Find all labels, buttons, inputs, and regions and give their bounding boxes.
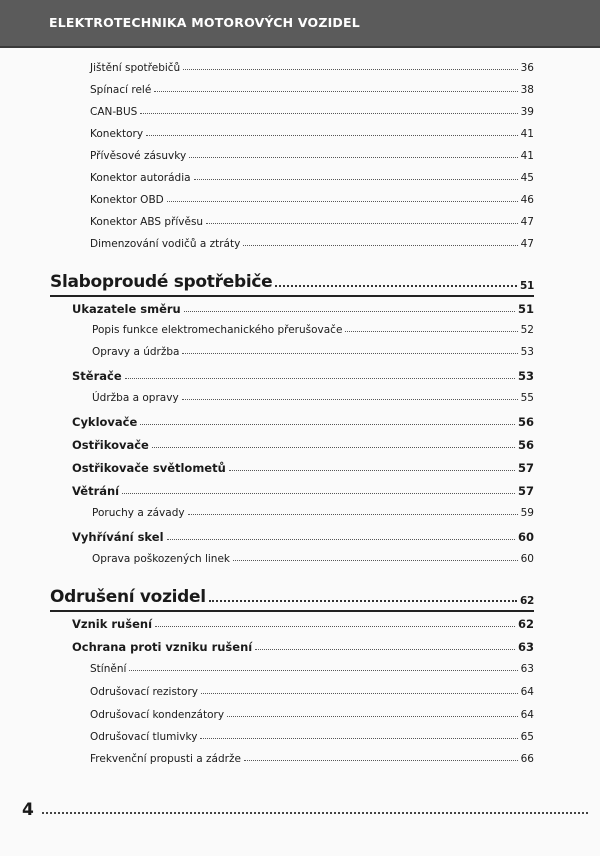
toc-section-label: Stěrače: [72, 369, 122, 383]
toc-section[interactable]: [72, 302, 534, 316]
toc-entry-label: Jištění spotřebičů: [90, 62, 181, 74]
toc-entry-page: 41: [520, 128, 534, 140]
toc-entry-label: Odrušovací rezistory: [90, 686, 198, 698]
toc-entry[interactable]: [92, 324, 534, 336]
toc-entry[interactable]: [90, 62, 534, 74]
toc-entry-label: Konektor autorádia: [90, 172, 191, 184]
toc-section[interactable]: [72, 461, 534, 475]
toc-section-page: 56: [517, 415, 534, 429]
toc-section-page: 57: [517, 484, 534, 498]
toc-entry-page: 66: [520, 753, 534, 765]
toc-section-page: 56: [517, 438, 534, 452]
toc-entry[interactable]: [90, 128, 534, 140]
toc-entry[interactable]: [92, 507, 534, 519]
toc-entry[interactable]: [90, 216, 534, 228]
toc-entry[interactable]: [90, 731, 534, 743]
toc-entry-page: 47: [520, 238, 534, 250]
toc-entry-label: Popis funkce elektromechanického přerušovače: [92, 324, 343, 336]
toc-entry[interactable]: [92, 346, 534, 358]
toc-entry[interactable]: [90, 686, 534, 698]
chapter-divider: [50, 295, 534, 297]
toc-entry-label: Odrušovací kondenzátory: [90, 709, 225, 721]
toc-chapter[interactable]: [50, 587, 534, 607]
toc-entry-label: Přívěsové zásuvky: [90, 150, 187, 162]
toc-entry[interactable]: [90, 150, 534, 162]
toc-section-page: 51: [517, 302, 534, 316]
toc-entry-label: Údržba a opravy: [92, 392, 179, 404]
toc-entry-page: 63: [520, 663, 534, 675]
toc-section-page: 53: [517, 369, 534, 383]
toc-entry-label: Konektor OBD: [90, 194, 164, 206]
toc-section-label: Ochrana proti vzniku rušení: [72, 640, 253, 654]
toc-entry-page: 36: [520, 62, 534, 74]
toc-entry[interactable]: [92, 392, 534, 404]
toc-entry[interactable]: [90, 663, 534, 675]
toc-chapter-page: 51: [519, 280, 534, 292]
toc-chapter-label: Odrušení vozidel: [50, 587, 206, 607]
toc-section[interactable]: [72, 484, 534, 498]
toc-section-page: 60: [517, 530, 534, 544]
toc-section[interactable]: [72, 369, 534, 383]
toc-entry-page: 60: [520, 553, 534, 565]
toc-section-label: Vyhřívání skel: [72, 530, 164, 544]
toc-entry-page: 38: [520, 84, 534, 96]
chapter-divider: [50, 610, 534, 612]
toc-entry-label: Frekvenční propusti a zádrže: [90, 753, 241, 765]
toc-entry[interactable]: [90, 753, 534, 765]
page-number: 4: [22, 800, 34, 820]
toc-section[interactable]: [72, 438, 534, 452]
toc-section[interactable]: [72, 415, 534, 429]
toc-section-label: Ostřikovače světlometů: [72, 461, 226, 475]
toc-entry-page: 64: [520, 686, 534, 698]
toc-entry[interactable]: [90, 194, 534, 206]
toc-entry-label: Poruchy a závady: [92, 507, 185, 519]
toc-chapter-page: 62: [519, 595, 534, 607]
toc-entry[interactable]: [90, 172, 534, 184]
toc-entry-page: 39: [520, 106, 534, 118]
toc-section-label: Ukazatele směru: [72, 302, 181, 316]
toc-section[interactable]: [72, 617, 534, 631]
toc-entry-label: Konektory: [90, 128, 144, 140]
toc-section-label: Větrání: [72, 484, 120, 498]
toc-entry-page: 52: [520, 324, 534, 336]
toc-entry-page: 45: [520, 172, 534, 184]
toc-entry-page: 47: [520, 216, 534, 228]
toc-entry-label: Dimenzování vodičů a ztráty: [90, 238, 241, 250]
toc-entry[interactable]: [92, 553, 534, 565]
toc-entry-page: 46: [520, 194, 534, 206]
toc-entry-page: 53: [520, 346, 534, 358]
toc-entry[interactable]: [90, 709, 534, 721]
toc-entry-page: 41: [520, 150, 534, 162]
toc-entry-label: CAN-BUS: [90, 106, 138, 118]
toc-entry-label: Opravy a údržba: [92, 346, 180, 358]
toc-entry-label: Oprava poškozených linek: [92, 553, 230, 565]
toc-chapter[interactable]: [50, 272, 534, 292]
toc-entry-page: 59: [520, 507, 534, 519]
header-title: ELEKTROTECHNIKA MOTOROVÝCH VOZIDEL: [49, 15, 360, 30]
footer-dotted-rule: [42, 812, 588, 814]
toc-entry-label: Odrušovací tlumivky: [90, 731, 198, 743]
toc-entry[interactable]: [90, 238, 534, 250]
toc-section-label: Ostřikovače: [72, 438, 149, 452]
toc-chapter-label: Slaboproudé spotřebiče: [50, 272, 273, 292]
toc-section-label: Cyklovače: [72, 415, 138, 429]
toc-section[interactable]: [72, 640, 534, 654]
toc-entry[interactable]: [90, 106, 534, 118]
toc-entry-label: Stínění: [90, 663, 127, 675]
toc-entry-label: Spínací relé: [90, 84, 152, 96]
running-header: [0, 0, 600, 48]
toc-section[interactable]: [72, 530, 534, 544]
toc-section-label: Vznik rušení: [72, 617, 153, 631]
toc-section-page: 57: [517, 461, 534, 475]
toc-entry-page: 55: [520, 392, 534, 404]
toc-section-page: 63: [517, 640, 534, 654]
toc-entry-label: Konektor ABS přívěsu: [90, 216, 204, 228]
toc-entry-page: 64: [520, 709, 534, 721]
toc-section-page: 62: [517, 617, 534, 631]
toc-entry-page: 65: [520, 731, 534, 743]
toc-entry[interactable]: [90, 84, 534, 96]
